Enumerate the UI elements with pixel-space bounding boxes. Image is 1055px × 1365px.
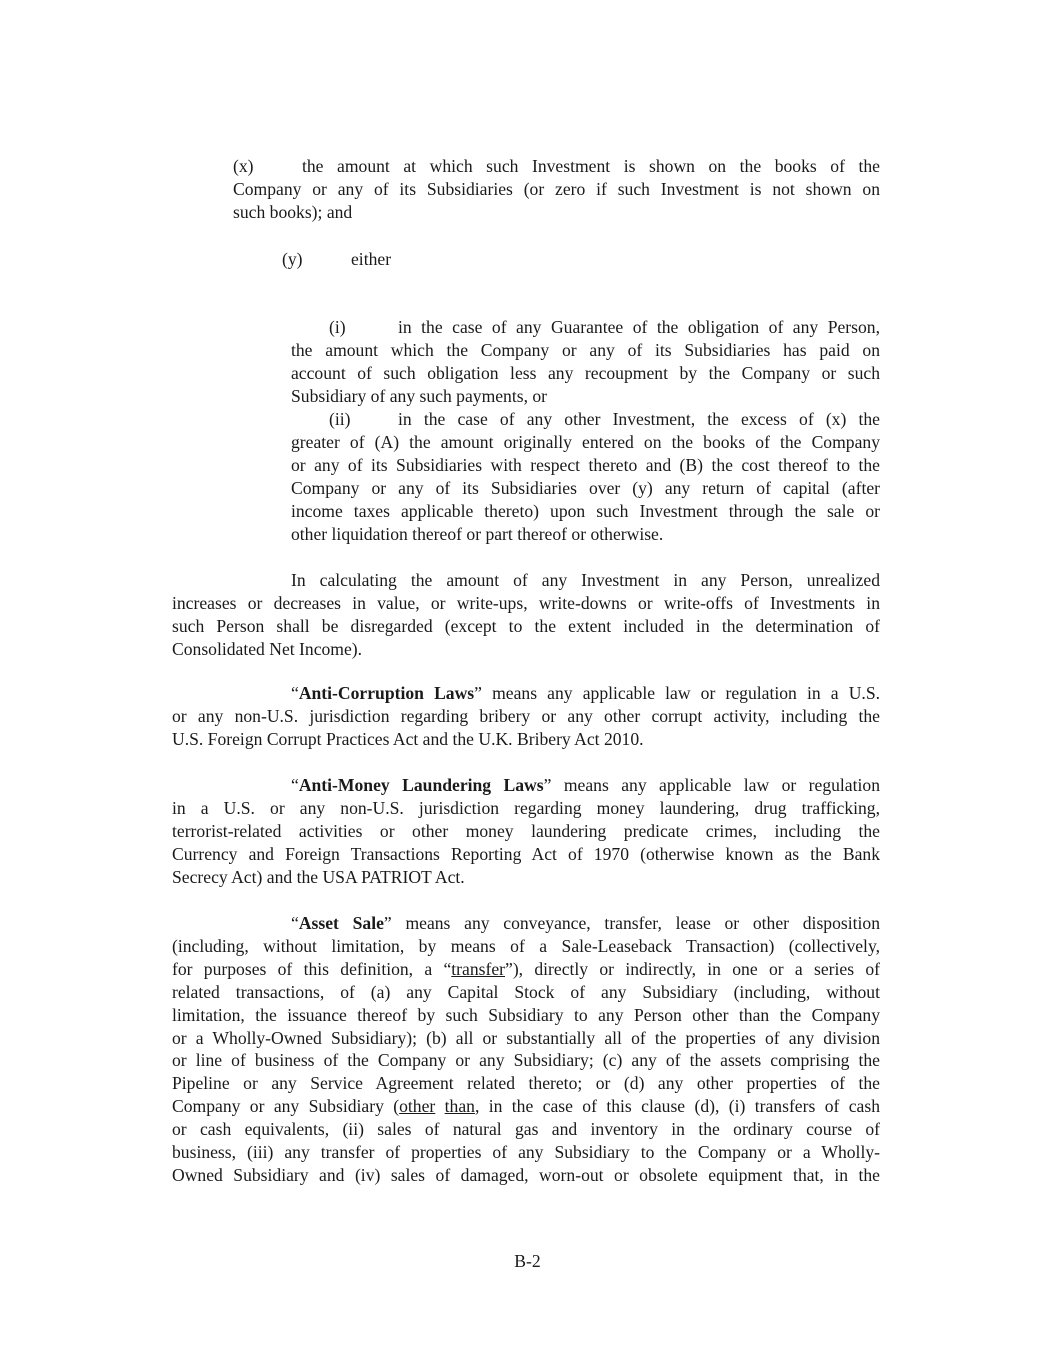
paragraph-line: (including, without limitation, by means of a Sale-Leaseback Transaction) (collectively, [172,935,880,956]
defined-term: Asset Sale [298,913,384,933]
definition-text: ” means any applicable law or regulation in a U.S. [474,683,880,703]
clause-i-line: account of such obligation less any recoupment by the Company or such [291,362,880,383]
clause-x [233,155,880,224]
clause-label: (y) [282,249,303,269]
page-number: B-2 [514,1251,541,1271]
clause-ii [291,408,880,545]
paragraph-text: , in the case of this clause (d), (i) transfers of cash [474,1096,880,1117]
paragraph-text: Company or any Subsidiary ( [172,1096,400,1117]
clause-x-text: the amount at which such Investment is shown on the books of the [302,156,880,176]
clause-i-line: Subsidiary of any such payments, or [291,385,548,406]
paragraph-line: or any non-U.S. jurisdiction regarding bribery or any other corrupt activity, including the [172,705,880,726]
paragraph-line: terrorist-related activities or other money laundering predicate crimes, including the [172,820,880,841]
paragraph-line: or line of business of the Company or any Subsidiary; (c) any of the assets comprising the [172,1050,880,1071]
clause-y [282,248,582,271]
paragraph-line: business, (iii) any transfer of properties of any Subsidiary to the Company or a Wholly- [172,1142,880,1163]
clause-i [291,316,880,408]
paragraph-line: or cash equivalents, (ii) sales of natural gas and inventory in the ordinary course of [172,1119,880,1140]
definition-anti-money-laundering-laws [172,774,880,889]
definition-text: ” means any conveyance, transfer, lease or other disposition [383,913,880,933]
clause-label: (ii) [329,409,351,429]
clause-label: (i) [329,317,346,337]
paragraph-line: in a U.S. or any non-U.S. jurisdiction regarding money laundering, drug trafficking, [172,797,880,818]
definition-asset-sale [172,912,880,1187]
paragraph-line: Consolidated Net Income). [172,638,363,659]
open-quote: “ [291,775,299,795]
paragraph-text [435,1096,444,1116]
paragraph-line: U.S. Foreign Corrupt Practices Act and the U.K. Bribery Act 2010. [172,728,644,749]
clause-ii-line: income taxes applicable thereto) upon such Investment through the sale or [291,500,880,521]
defined-term: Anti-Corruption Laws [298,683,475,703]
clause-ii-text: in the case of any other Investment, the excess of (x) the [398,409,880,429]
underlined-term: than [444,1096,475,1117]
paragraph-text: ”), directly or indirectly, in one or a series of [505,958,880,979]
clause-i-text: in the case of any Guarantee of the obligation of any Person, [398,317,880,337]
clause-i-line: the amount which the Company or any of its Subsidiaries has paid on [291,339,880,360]
clause-label: (x) [233,156,254,176]
paragraph-text: for purposes of this definition, a “ [172,958,452,979]
open-quote: “ [291,913,299,933]
definition-text: ” means any applicable law or regulation [543,775,880,795]
clause-x-line: such books); and [233,201,353,222]
clause-ii-line: other liquidation thereof or part thereof or otherwise. [291,523,664,544]
clause-ii-line: or any of its Subsidiaries with respect thereto and (B) the cost thereof to the [291,454,880,475]
defined-term: Anti-Money Laundering Laws [298,775,544,795]
paragraph-line: or a Wholly-Owned Subsidiary); (b) all or substantially all of the properties of any division [172,1027,880,1048]
clause-ii-line: Company or any of its Subsidiaries over (y) any return of capital (after [291,477,880,498]
paragraph-line: Secrecy Act) and the USA PATRIOT Act. [172,866,465,887]
underlined-term: other [399,1096,436,1117]
calculation-paragraph [172,569,880,661]
clause-y-text: either [351,249,392,269]
open-quote: “ [291,683,299,703]
clause-ii-line: greater of (A) the amount originally entered on the books of the Company [291,431,880,452]
paragraph-line: Owned Subsidiary and (iv) sales of damaged, worn-out or obsolete equipment that, in the [172,1164,880,1185]
paragraph-line: related transactions, of (a) any Capital Stock of any Subsidiary (including, without [172,981,880,1002]
paragraph-line: Currency and Foreign Transactions Reporting Act of 1970 (otherwise known as the Bank [172,843,880,864]
paragraph-line: Pipeline or any Service Agreement related thereto; or (d) any other properties of the [172,1073,880,1094]
definition-anti-corruption-laws [172,682,880,751]
paragraph-line: such Person shall be disregarded (except to the extent included in the determination of [172,615,880,636]
underlined-term: transfer [451,958,506,979]
clause-x-line: Company or any of its Subsidiaries (or zero if such Investment is not shown on [233,178,880,199]
paragraph-line: In calculating the amount of any Investment in any Person, unrealized [291,570,880,590]
paragraph-line: limitation, the issuance thereof by such Subsidiary to any Person other than the Company [172,1004,880,1025]
paragraph-line: increases or decreases in value, or write-ups, write-downs or write-offs of Investments in [172,592,880,613]
